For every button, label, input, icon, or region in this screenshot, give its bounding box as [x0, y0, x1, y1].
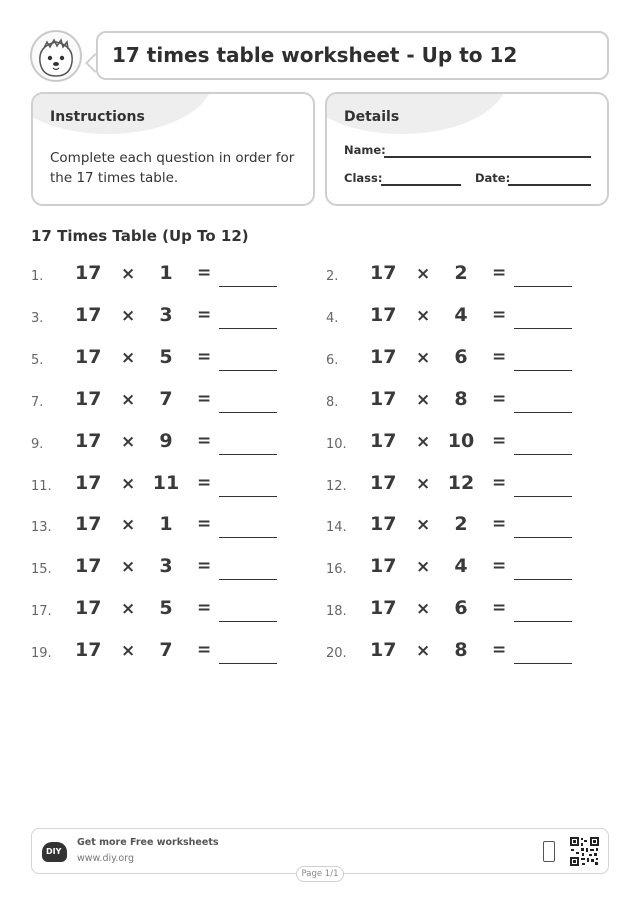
times-sign: × [416, 264, 431, 284]
equals-sign: = [492, 304, 507, 325]
equals-sign: = [197, 388, 212, 409]
question-number: 9. [31, 436, 44, 452]
answer-blank[interactable] [219, 370, 277, 371]
multiplier: 12 [447, 471, 475, 494]
multiplier: 8 [454, 387, 468, 410]
times-sign: × [416, 305, 431, 326]
equals-sign: = [197, 263, 212, 283]
question-row [31, 470, 291, 500]
multiplicand: 17 [75, 471, 102, 494]
question-row [31, 302, 291, 332]
multiplicand: 17 [370, 513, 397, 536]
answer-blank[interactable] [514, 579, 572, 580]
equals-sign: = [492, 263, 507, 283]
equals-sign: = [197, 556, 212, 577]
answer-blank[interactable] [514, 537, 572, 538]
phone-icon [543, 841, 555, 862]
multiplier: 5 [159, 597, 173, 620]
multiplier: 1 [159, 262, 173, 284]
multiplicand: 17 [370, 639, 397, 662]
multiplier: 2 [454, 262, 468, 284]
times-sign: × [416, 473, 431, 494]
class-field[interactable] [381, 184, 461, 186]
times-sign: × [121, 264, 136, 284]
question-number: 18. [326, 604, 347, 620]
title-bubble [96, 31, 609, 80]
equals-sign: = [197, 472, 212, 493]
question-number: 11. [31, 478, 52, 494]
equals-sign: = [197, 598, 212, 619]
multiplier: 7 [159, 387, 173, 410]
instructions-text: Complete each question in order for the 17 times table. [50, 150, 295, 186]
question-row [326, 260, 586, 290]
answer-blank[interactable] [219, 412, 277, 413]
multiplier: 10 [447, 429, 475, 452]
answer-blank[interactable] [514, 370, 572, 371]
equals-sign: = [492, 598, 507, 619]
multiplier: 8 [454, 639, 468, 662]
multiplicand: 17 [75, 303, 102, 326]
multiplicand: 17 [370, 262, 397, 284]
question-row [31, 511, 291, 541]
multiplier: 4 [454, 555, 468, 578]
answer-blank[interactable] [219, 537, 277, 538]
times-sign: × [121, 431, 136, 452]
multiplicand: 17 [75, 387, 102, 410]
multiplicand: 17 [370, 303, 397, 326]
question-row [31, 553, 291, 583]
equals-sign: = [492, 472, 507, 493]
question-row [31, 344, 291, 374]
question-number: 2. [326, 269, 339, 284]
question-number: 15. [31, 562, 52, 578]
multiplier: 9 [159, 429, 173, 452]
multiplicand: 17 [370, 387, 397, 410]
times-sign: × [416, 389, 431, 410]
times-sign: × [121, 599, 136, 620]
times-sign: × [416, 347, 431, 368]
question-row [31, 637, 291, 667]
answer-blank[interactable] [514, 286, 572, 287]
instructions-panel [31, 92, 315, 206]
times-sign: × [121, 641, 136, 662]
multiplicand: 17 [370, 345, 397, 368]
answer-blank[interactable] [219, 328, 277, 329]
question-row [326, 595, 586, 625]
times-sign: × [121, 515, 136, 536]
question-number: 13. [31, 520, 52, 536]
multiplier: 5 [159, 345, 173, 368]
question-row [31, 386, 291, 416]
question-row [326, 511, 586, 541]
times-sign: × [416, 599, 431, 620]
page-title: 17 times table worksheet - Up to 12 [112, 43, 518, 67]
details-panel [325, 92, 609, 206]
times-sign: × [121, 305, 136, 326]
multiplicand: 17 [75, 513, 102, 536]
instructions-heading: Instructions [50, 109, 145, 125]
answer-blank[interactable] [514, 454, 572, 455]
multiplier: 6 [454, 597, 468, 620]
answer-blank[interactable] [514, 496, 572, 497]
class-label: Class: [344, 171, 383, 185]
times-sign: × [416, 641, 431, 662]
equals-sign: = [492, 430, 507, 451]
multiplier: 2 [454, 513, 468, 536]
question-row [326, 470, 586, 500]
equals-sign: = [197, 640, 212, 661]
diy-logo-icon[interactable] [42, 842, 67, 862]
multiplicand: 17 [75, 597, 102, 620]
question-number: 16. [326, 562, 347, 578]
multiplicand: 17 [75, 345, 102, 368]
question-number: 12. [326, 478, 347, 494]
equals-sign: = [492, 388, 507, 409]
equals-sign: = [492, 640, 507, 661]
question-row [326, 428, 586, 458]
answer-blank[interactable] [514, 412, 572, 413]
answer-blank[interactable] [219, 579, 277, 580]
answer-blank[interactable] [514, 621, 572, 622]
question-number: 20. [326, 646, 347, 662]
times-sign: × [121, 473, 136, 494]
page-number: Page 1/1 [296, 866, 344, 882]
times-sign: × [121, 557, 136, 578]
equals-sign: = [197, 304, 212, 325]
date-field[interactable] [508, 184, 591, 186]
question-number: 10. [326, 436, 347, 452]
question-number: 5. [31, 352, 44, 368]
question-number: 8. [326, 394, 339, 410]
question-row [326, 344, 586, 374]
multiplicand: 17 [370, 471, 397, 494]
name-label: Name: [344, 143, 386, 157]
footer-link[interactable]: www.diy.org [77, 853, 134, 864]
multiplicand: 17 [370, 555, 397, 578]
equals-sign: = [492, 346, 507, 367]
footer-promo-text: Get more Free worksheets [77, 837, 219, 848]
times-sign: × [416, 515, 431, 536]
answer-blank[interactable] [219, 454, 277, 455]
logo-text: DIY [46, 847, 62, 856]
equals-sign: = [492, 556, 507, 577]
multiplicand: 17 [75, 262, 102, 284]
times-sign: × [416, 557, 431, 578]
section-title: 17 Times Table (Up To 12) [31, 227, 249, 245]
answer-blank[interactable] [219, 621, 277, 622]
date-label: Date: [475, 171, 511, 185]
multiplier: 6 [454, 345, 468, 368]
mascot-face-icon [30, 30, 82, 82]
details-heading: Details [344, 109, 400, 125]
qr-code-icon[interactable] [569, 836, 600, 867]
answer-blank[interactable] [219, 286, 277, 287]
name-field[interactable] [384, 156, 591, 158]
multiplicand: 17 [370, 429, 397, 452]
times-sign: × [416, 431, 431, 452]
question-row [326, 553, 586, 583]
question-number: 3. [31, 310, 44, 326]
multiplier: 1 [159, 513, 173, 536]
multiplicand: 17 [75, 429, 102, 452]
question-number: 6. [326, 352, 339, 368]
question-row [326, 302, 586, 332]
equals-sign: = [492, 514, 507, 535]
multiplier: 4 [454, 303, 468, 326]
times-sign: × [121, 389, 136, 410]
multiplicand: 17 [370, 597, 397, 620]
question-number: 14. [326, 520, 347, 536]
answer-blank[interactable] [514, 328, 572, 329]
question-number: 4. [326, 310, 339, 326]
question-number: 1. [31, 269, 44, 284]
multiplier: 11 [152, 471, 180, 494]
question-row [31, 595, 291, 625]
equals-sign: = [197, 346, 212, 367]
equals-sign: = [197, 514, 212, 535]
multiplier: 7 [159, 639, 173, 662]
question-row [31, 260, 291, 290]
question-row [31, 428, 291, 458]
question-row [326, 637, 586, 667]
times-sign: × [121, 347, 136, 368]
multiplicand: 17 [75, 555, 102, 578]
answer-blank[interactable] [514, 663, 572, 664]
multiplier: 3 [159, 555, 173, 578]
answer-blank[interactable] [219, 663, 277, 664]
answer-blank[interactable] [219, 496, 277, 497]
question-number: 7. [31, 394, 44, 410]
multiplier: 3 [159, 303, 173, 326]
question-row [326, 386, 586, 416]
question-number: 17. [31, 604, 52, 620]
multiplicand: 17 [75, 639, 102, 662]
equals-sign: = [197, 430, 212, 451]
question-number: 19. [31, 646, 52, 662]
